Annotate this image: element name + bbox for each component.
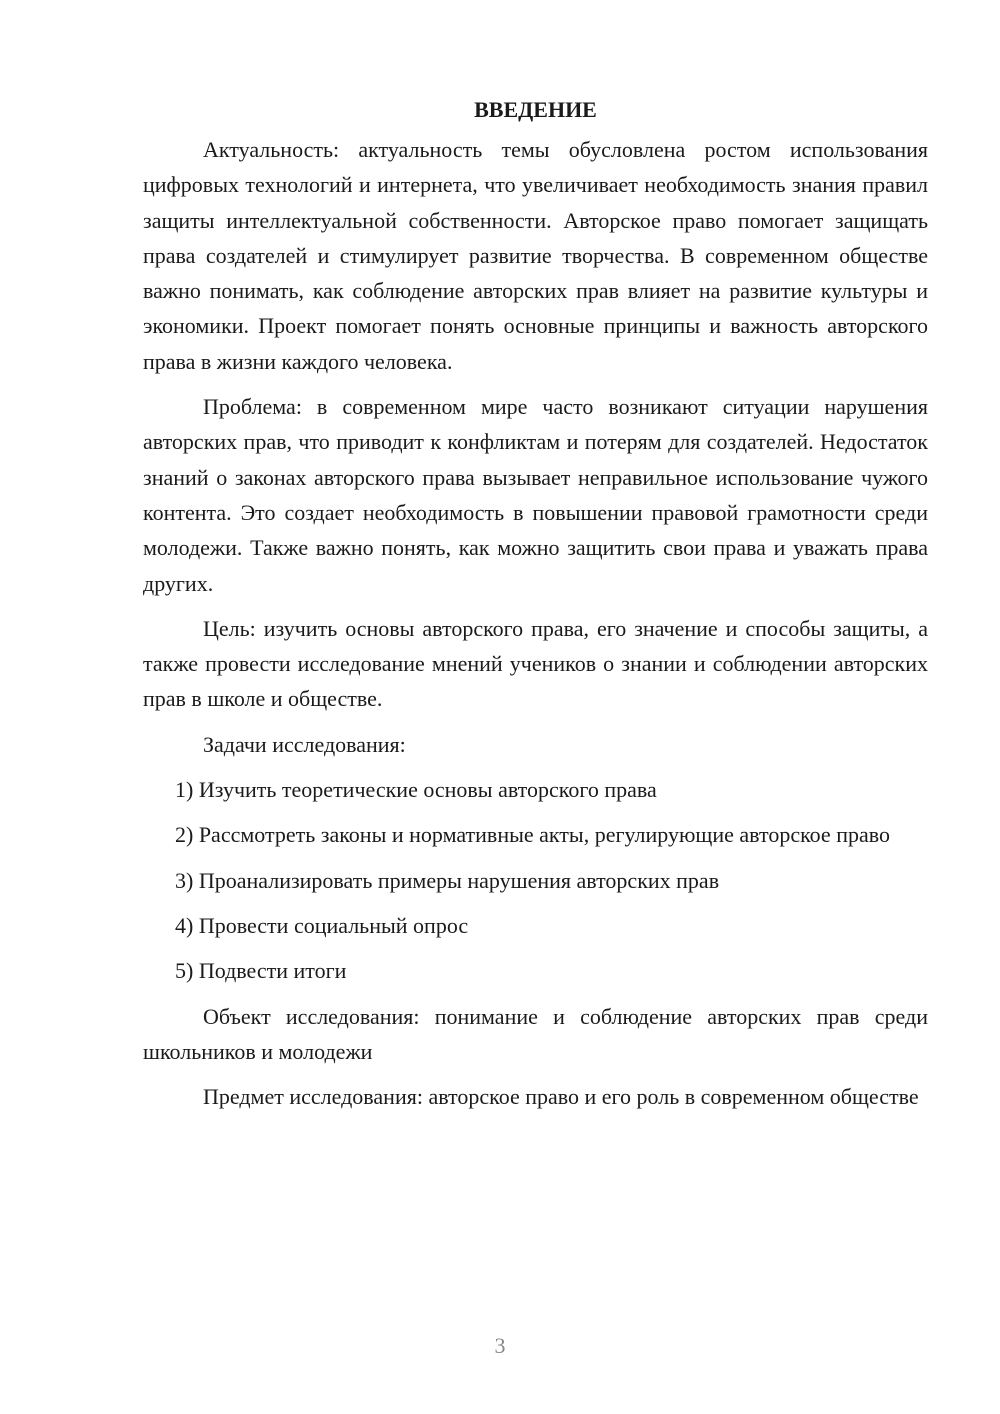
list-item: 3) Проанализировать примеры нарушения авторских прав — [175, 867, 720, 893]
problem-paragraph: Проблема: в современном мире часто возникают ситуации нарушения авторских прав, что приводит к конфликтам и потерям для создателей. Недостаток знаний о законах авторского права вызывает неправильное использование чужого контента. Это создает необходимость в повышении правовой грамотности среди молодежи. Также важно понять, как можно защитить свои права и уважать права других. — [143, 394, 928, 596]
tasks-list — [143, 772, 928, 988]
goal-paragraph: Цель: изучить основы авторского права, его значение и способы защиты, а также провести исследование мнений учеников о знании и соблюдении авторских прав в школе и обществе. — [143, 615, 928, 712]
object-paragraph: Объект исследования: понимание и соблюдение авторских прав среди школьников и молодежи — [143, 1003, 928, 1064]
list-item: 5) Подвести итоги — [175, 958, 347, 984]
tasks-heading: Задачи исследования: — [203, 731, 406, 757]
document-page — [143, 92, 928, 1124]
relevance-paragraph: Актуальность: актуальность темы обусловлена ростом использования цифровых технологий и интернета, что увеличивает необходимость знания правил защиты интеллектуальной собственности. Авторское право помогает защищать права создателей и стимулирует развитие творчества. В современном обществе важно понимать, как соблюдение авторских прав влияет на развитие культуры и экономики. Проект помогает понять основные принципы и важность авторского права в жизни каждого человека. — [143, 137, 928, 374]
page-number: 3 — [494, 1333, 506, 1358]
list-item: 2) Рассмотреть законы и нормативные акты, регулирующие авторское право — [175, 822, 890, 848]
list-item: 4) Провести социальный опрос — [175, 912, 469, 938]
page-title: ВВЕДЕНИЕ — [474, 97, 597, 122]
subject-paragraph: Предмет исследования: авторское право и его роль в современном обществе — [203, 1084, 919, 1110]
list-item: 1) Изучить теоретические основы авторского права — [175, 777, 657, 803]
